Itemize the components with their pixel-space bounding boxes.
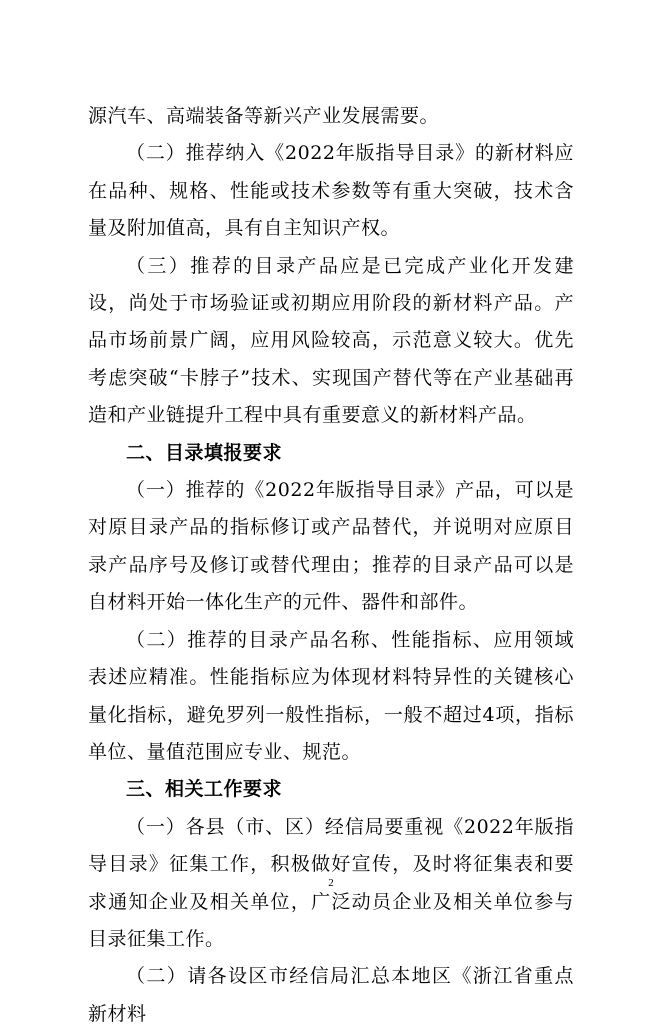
section-heading-2: 二、目录填报要求 bbox=[126, 441, 283, 464]
paragraph-item-2-2: （三）推荐的目录产品应是已完成产业化开发建设，尚处于市场验证或初期应用阶段的新材料产品。产品市场前景广阔，应用风险较高，示范意义较大。优先考虑突破“卡脖子”技术、实现国产替代等在产业基础再造和产业链提升工程中具有重要意义的新材料产品。 bbox=[88, 254, 574, 427]
paragraph-item-4-1: （一）各县（市、区）经信局要重视《2022年版指导目录》征集工作，积极做好宣传，及时将征集表和要求通知企业及相关单位，广泛动员企业及相关单位参与目录征集工作。 bbox=[88, 815, 574, 950]
page-number: 2 bbox=[328, 877, 334, 889]
paragraph-item-3-2: （二）推荐的目录产品名称、性能指标、应用领域表述应精准。性能指标应为体现材料特异性的关键核心量化指标，避免罗列一般性指标，一般不超过4项，指标单位、量值范围应专业、规范。 bbox=[88, 628, 574, 763]
paragraph-item-4-2: （二）请各设区市经信局汇总本地区《浙江省重点新材料 bbox=[88, 965, 574, 1025]
section-heading-3: 三、相关工作要求 bbox=[126, 778, 283, 801]
paragraph-item-3-1: （一）推荐的《2022年版指导目录》产品，可以是对原目录产品的指标修订或产品替代，并说明对应原目录产品序号及修订或替代理由；推荐的目录产品可以是自材料开始一体化生产的元件、器件和部件。 bbox=[88, 479, 574, 614]
paragraph-continuation: 源汽车、高端装备等新兴产业发展需要。 bbox=[88, 105, 440, 127]
body-text bbox=[88, 98, 574, 1033]
paragraph-item-2-1: （二）推荐纳入《2022年版指导目录》的新材料应在品种、规格、性能或技术参数等有重大突破，技术含量及附加值高，具有自主知识产权。 bbox=[88, 142, 574, 240]
